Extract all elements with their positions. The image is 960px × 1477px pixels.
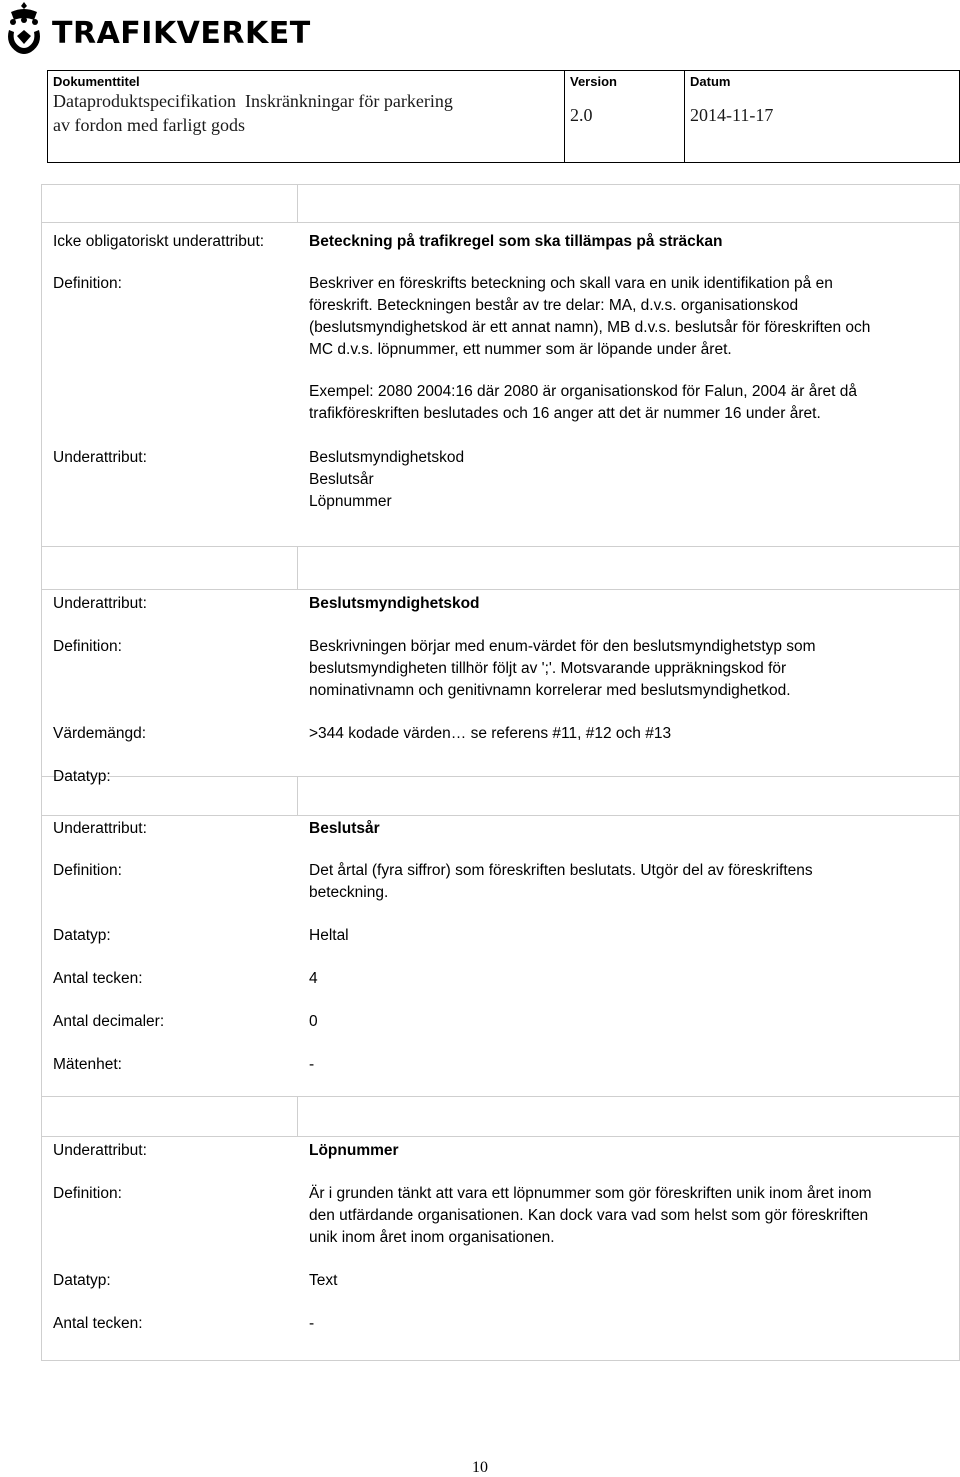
block-lopnummer: [42, 1137, 960, 1361]
version-value: 2.0: [570, 105, 593, 125]
value-lopnummer: Löpnummer: [309, 1142, 399, 1159]
subattribute-item: Beslutsår: [309, 471, 374, 488]
label-decimals: Antal decimaler:: [53, 1013, 165, 1030]
attribute-table: [41, 184, 960, 1361]
definition-text: [309, 860, 949, 904]
definition-line: Det årtal (fyra siffror) som föreskriften beslutats. Utgör del av föreskriftens: [309, 862, 813, 879]
value-datatype: Heltal: [309, 927, 349, 944]
label-char-count: Antal tecken:: [53, 1315, 143, 1332]
date-cell: [685, 71, 960, 163]
title-cell: [48, 71, 565, 163]
subattribute-item: Beslutsmyndighetskod: [309, 449, 465, 466]
subattribute-list: [309, 447, 464, 513]
definition-text: [309, 636, 949, 702]
label-definition: Definition:: [53, 275, 122, 292]
label-value-domain: Värdemängd:: [53, 725, 147, 742]
date-value: 2014-11-17: [690, 105, 774, 125]
value-beslutsar: Beslutsår: [309, 820, 380, 837]
label-char-count: Antal tecken:: [53, 970, 143, 987]
version-cell: [565, 71, 685, 163]
date-label: Datum: [690, 74, 731, 89]
subattribute-item: Löpnummer: [309, 493, 392, 510]
value-unit: -: [309, 1056, 315, 1073]
label-definition: Definition:: [53, 638, 122, 655]
value-decimals: 0: [309, 1013, 318, 1030]
value-domain: >344 kodade värden… se referens #11, #12 och #13: [309, 725, 672, 742]
definition-line: nominativnamn och genitivnamn korrelerar med beslutsmyndighetkod.: [309, 682, 791, 699]
definition-line: den utfärdande organisationen. Kan dock vara vad som helst som gör föreskriften: [309, 1207, 869, 1224]
definition-line: (beslutsmyndighetskod är ett annat namn), MB d.v.s. beslutsår för föreskriften och: [309, 319, 871, 336]
label-definition: Definition:: [53, 1185, 122, 1202]
label-definition: Definition:: [53, 862, 122, 879]
block-beslutsar: [42, 816, 960, 1097]
title-label: Dokumenttitel: [53, 74, 140, 89]
value-beslutsmyndighetskod: Beslutsmyndighetskod: [309, 595, 480, 612]
crown-emblem-icon: [3, 0, 45, 58]
example-line: Exempel: 2080 2004:16 där 2080 är organisationskod för Falun, 2004 är året då: [309, 383, 858, 400]
label-subattribute: Underattribut:: [53, 820, 147, 837]
title-line-1: Dataproduktspecifikation Inskränkningar för parkering: [53, 91, 453, 111]
example-text: [309, 381, 949, 425]
label-unit: Mätenhet:: [53, 1056, 122, 1073]
definition-line: unik inom året inom organisationen.: [309, 1229, 555, 1246]
label-datatype: Datatyp:: [53, 768, 111, 785]
definition-line: beteckning.: [309, 884, 389, 901]
page-number: 10: [472, 1459, 488, 1476]
label-optional-subattribute: Icke obligatoriskt underattribut:: [53, 233, 265, 250]
value-char-count: 4: [309, 970, 318, 987]
definition-line: föreskrift. Beteckningen består av tre delar: MA, d.v.s. organisationskod: [309, 297, 799, 314]
example-line: trafikföreskriften beslutades och 16 anger att det är nummer 16 under året.: [309, 405, 821, 422]
label-subattribute: Underattribut:: [53, 1142, 147, 1159]
logo-text: TRAFIKVERKET: [52, 16, 311, 51]
definition-text: [309, 273, 949, 361]
value-datatype: Text: [309, 1272, 338, 1289]
label-datatype: Datatyp:: [53, 927, 111, 944]
definition-line: MC d.v.s. löpnummer, ett nummer som är löpande under året.: [309, 341, 732, 358]
definition-line: beslutsmyndigheten tillhör följt av ';'. Motsvarande uppräkningskod för: [309, 660, 787, 677]
value-beteckning: Beteckning på trafikregel som ska tillämpas på sträckan: [309, 233, 723, 250]
definition-text: [309, 1183, 949, 1249]
title-line-2: av fordon med farligt gods: [53, 115, 245, 135]
definition-line: Beskrivningen börjar med enum-värdet för den beslutsmyndighetstyp som: [309, 638, 816, 655]
definition-line: Beskriver en föreskrifts beteckning och skall vara en unik identifikation på en: [309, 275, 833, 292]
definition-line: Är i grunden tänkt att vara ett löpnummer som gör föreskriften unik inom året inom: [309, 1185, 872, 1202]
version-label: Version: [570, 74, 617, 89]
label-subattribute: Underattribut:: [53, 595, 147, 612]
value-char-count: -: [309, 1315, 315, 1332]
block-beteckning: [42, 223, 960, 547]
label-datatype: Datatyp:: [53, 1272, 111, 1289]
block-beslutsmyndighetskod: [42, 590, 960, 785]
document-header: [47, 70, 960, 163]
label-subattribute: Underattribut:: [53, 449, 147, 466]
